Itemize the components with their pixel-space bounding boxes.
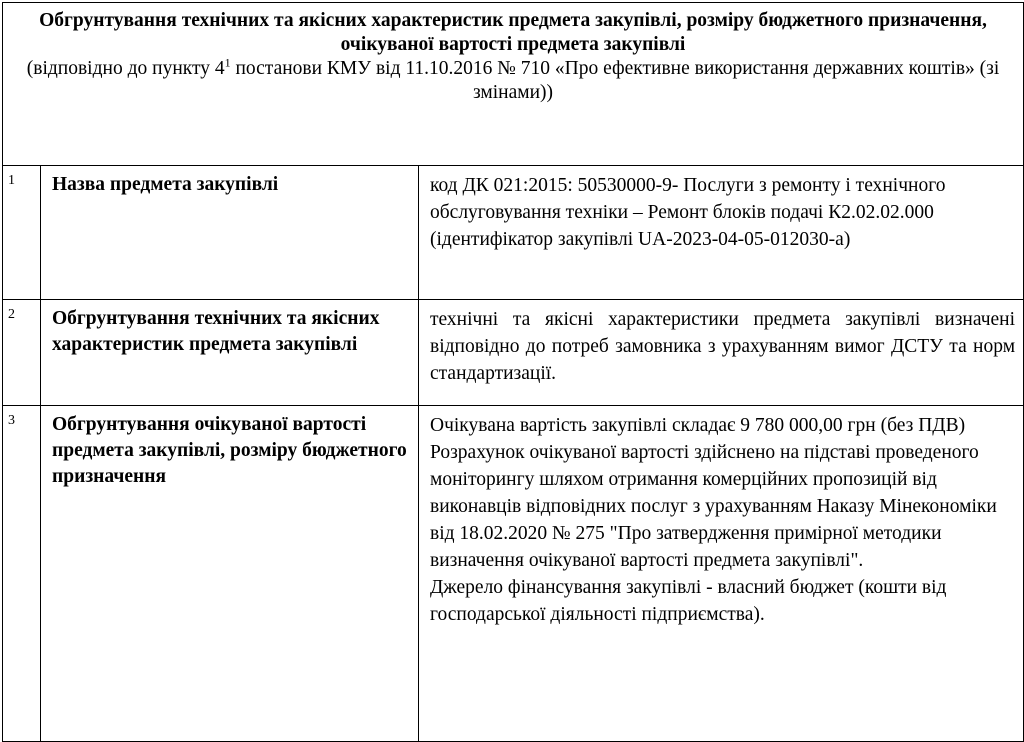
row-label: Обгрунтування технічних та якісних характеристик предмета закупівлі [41,300,419,406]
table-row-2 [3,300,1024,406]
row-label: Назва предмета закупівлі [41,166,419,300]
table-row-3 [3,406,1024,742]
value-paragraph: Очікувана вартість закупівлі складає 9 780 000,00 грн (без ПДВ) [430,415,966,436]
justification-table [2,2,1024,742]
value-paragraph: технічні та якісні характеристики предмета закупівлі визначені відповідно до потреб замовника з урахуванням вимог ДСТУ та норм стандартизації. [430,309,1016,384]
row-number: 2 [3,300,41,406]
document-subtitle [13,57,1013,105]
value-paragraph: Розрахунок очікуваної вартості здійснено на підставі проведеного моніторингу шляхом отримання комерційних пропозицій від виконавців відповідних послуг з урахуванням Наказу Мінекономіки від 18.02.2020 № 275 "Про затвердження примірної методики визначення очікуваної вартості предмета закупівлі". [430,442,997,571]
table-row-1 [3,166,1024,300]
row-value [419,166,1024,300]
row-value [419,406,1024,742]
row-value [419,300,1024,406]
row-label: Обгрунтування очікуваної вартості предмета закупівлі, розміру бюджетного призначення [41,406,419,742]
row-number: 3 [3,406,41,742]
subtitle-part-1: (відповідно до пункту 4 [26,58,225,79]
value-paragraph: код ДК 021:2015: 50530000-9- Послуги з ремонту і технічного обслуговування техніки – Ремонт блоків подачі К2.02.02.000 [430,175,946,223]
subtitle-superscript: 1 [224,55,231,70]
value-paragraph: (ідентифікатор закупівлі UA-2023-04-05-012030-a) [430,229,851,250]
subtitle-part-2: постанови КМУ від 11.10.2016 № 710 «Про ефективне використання державних коштів» (зі змінами)) [230,58,1000,103]
value-paragraph: Джерело фінансування закупівлі - власний бюджет (кошти від господарської діяльності підприємства). [430,577,947,625]
document-title: Обгрунтування технічних та якісних характеристик предмета закупівлі, розміру бюджетного призначення, очікуваної вартості предмета закупівлі [39,10,987,55]
header-row [3,3,1024,166]
header-cell [3,3,1024,166]
row-number: 1 [3,166,41,300]
